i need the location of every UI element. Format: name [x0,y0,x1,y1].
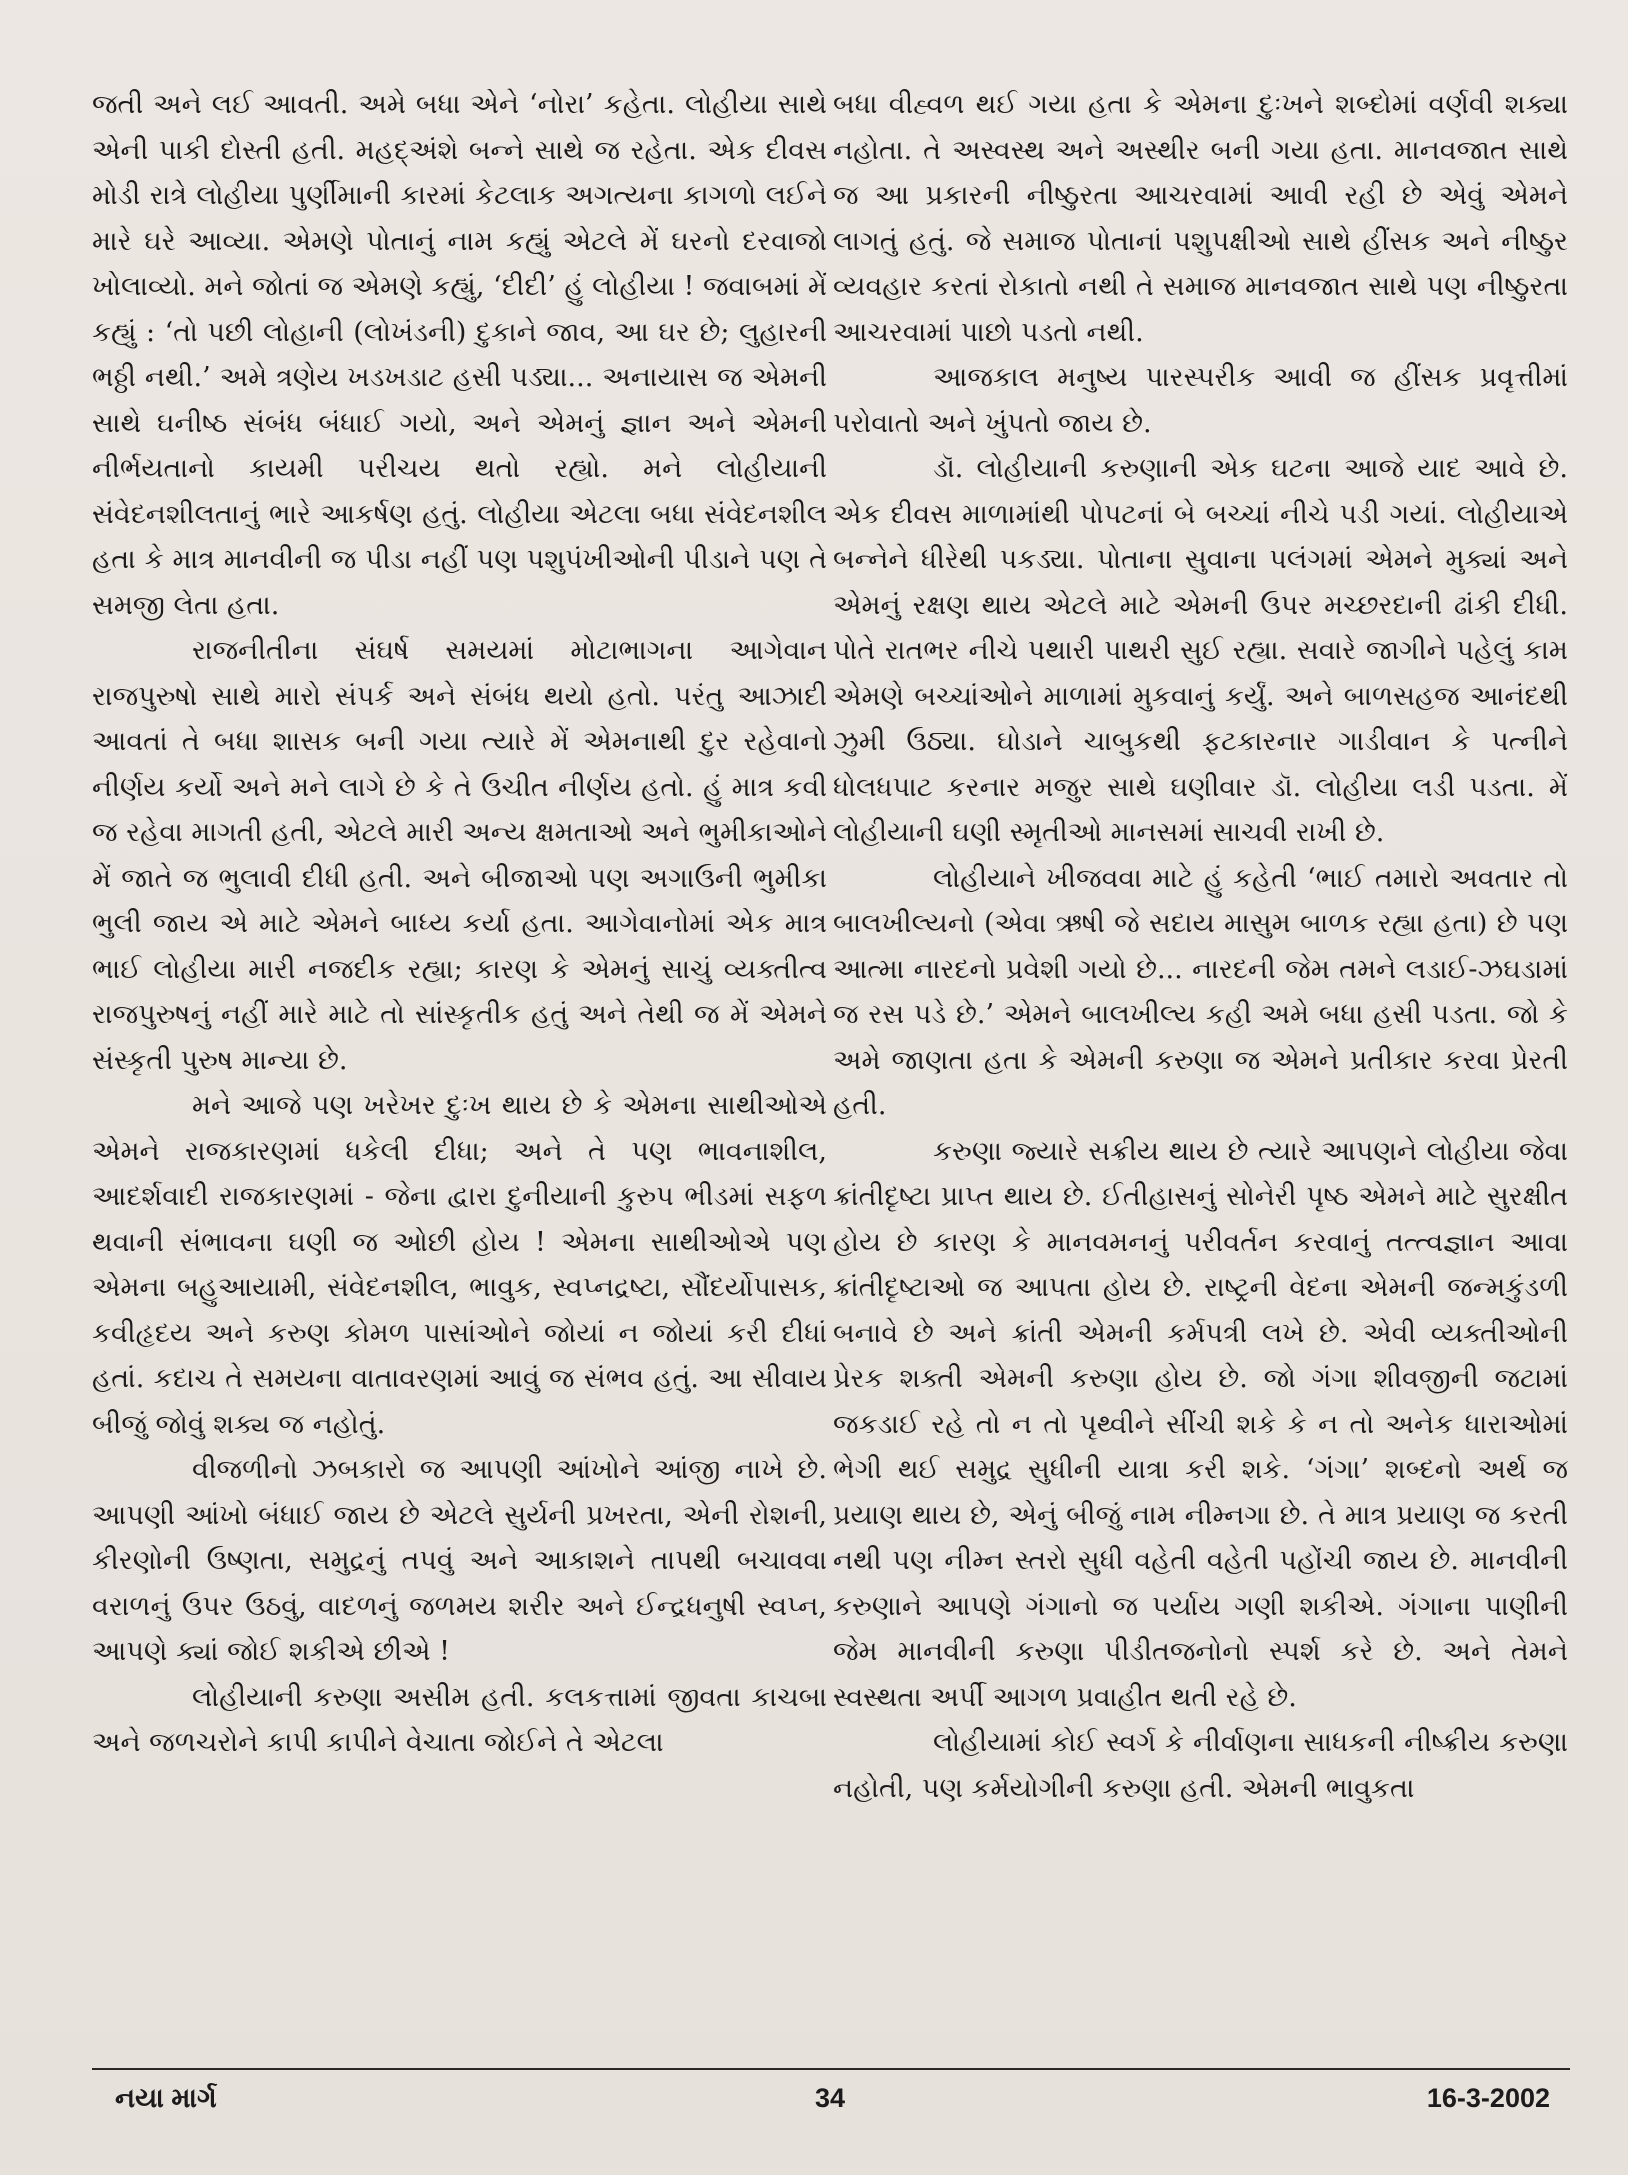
issue-date: 16-3-2002 [1426,2083,1550,2113]
paragraph: લોહીયાની કરુણા અસીમ હતી. કલકત્તામાં જીવતા કાચબા અને જળચરોને કાપી કાપીને વેચાતા જોઈને તે એટલા [92,1681,827,1758]
paragraph: બધા વીહ્વળ થઈ ગયા હતા કે એમના દુઃખને શબ્દોમાં વર્ણવી શક્યા નહોતા. તે અસ્વસ્થ અને અસ્થીર બની ગયા હતા. માનવજાત સાથે જ આ પ્રકારની નીષ્ઠુરતા આચરવામાં આવી રહી છે એવું એમને લાગતું હતું. જે સમાજ પોતાનાં પશુપક્ષીઓ સાથે હીંસક અને નીષ્ઠુર વ્યવહાર કરતાં રોકાતો નથી તે સમાજ માનવજાત સાથે પણ નીષ્ઠુરતા આચરવામાં પાછો પડતો નથી. [833,89,1568,348]
article-right-column [833,82,1568,1811]
paragraph: ડૉ. લોહીયાની કરુણાની એક ઘટના આજે યાદ આવે છે. એક દીવસ માળામાંથી પોપટનાં બે બચ્ચાં નીચે પડી ગયાં. લોહીયાએ બન્નેને ધીરેથી પકડ્યા. પોતાના સુવાના પલંગમાં એમને મુક્યાં અને એમનું રક્ષણ થાય એટલે માટે એમની ઉપર મચ્છરદાની ઢાંકી દીધી. પોતે રાતભર નીચે પથારી પાથરી સુઈ રહ્યા. સવારે જાગીને પહેલું કામ એમણે બચ્ચાંઓને માળામાં મુકવાનું કર્યું. અને બાળસહજ આનંદથી ઝુમી ઉઠ્યા. ઘોડાને ચાબુકથી ફટકારનાર ગાડીવાન કે પત્નીને ધોલધપાટ કરનાર મજુર સાથે ઘણીવાર ડૉ. લોહીયા લડી પડતા. મેં લોહીયાની ઘણી સ્મૃતીઓ માનસમાં સાચવી રાખી છે. [833,453,1568,848]
paragraph: લોહીયાને ખીજવવા માટે હું કહેતી ‘ભાઈ તમારો અવતાર તો બાલખીલ્યનો (એવા ઋષી જે સદાય માસુમ બાળક રહ્યા હતા) છે પણ આત્મા નારદનો પ્રવેશી ગયો છે... નારદની જેમ તમને લડાઈ-ઝઘડામાં જ રસ પડે છે.’ એમને બાલખીલ્ય કહી અમે બધા હસી પડતા. જો કે અમે જાણતા હતા કે એમની કરુણા જ એમને પ્રતીકાર કરવા પ્રેરતી હતી. [833,862,1568,1121]
paragraph: વીજળીનો ઝબકારો જ આપણી આંખોને આંજી નાખે છે. આપણી આંખો બંધાઈ જાય છે એટલે સુર્યની પ્રખરતા, એની રોશની, કીરણોની ઉષ્ણતા, સમુદ્રનું તપવું અને આકાશને તાપથી બચાવવા વરાળનું ઉપર ઉઠવું, વાદળનું જળમય શરીર અને ઈન્દ્રધનુષી સ્વપ્ન, આપણે ક્યાં જોઈ શકીએ છીએ ! [92,1454,827,1667]
paragraph: આજકાલ મનુષ્ય પારસ્પરીક આવી જ હીંસક પ્રવૃત્તીમાં પરોવાતો અને ખુંપતો જાય છે. [833,362,1568,439]
footer-divider [92,2068,1570,2070]
paragraph: રાજનીતીના સંઘર્ષ સમયમાં મોટાભાગના આગેવાન રાજપુરુષો સાથે મારો સંપર્ક અને સંબંધ થયો હતો. પરંતુ આઝાદી આવતાં તે બધા શાસક બની ગયા ત્યારે મેં એમનાથી દુર રહેવાનો નીર્ણય કર્યો અને મને લાગે છે કે તે ઉચીત નીર્ણય હતો. હું માત્ર કવી જ રહેવા માગતી હતી, એટલે મારી અન્ય ક્ષમતાઓ અને ભુમીકાઓને મેં જાતે જ ભુલાવી દીધી હતી. અને બીજાઓ પણ અગાઉની ભુમીકા ભુલી જાય એ માટે એમને બાધ્ય કર્યા હતા. આગેવાનોમાં એક માત્ર ભાઈ લોહીયા મારી નજદીક રહ્યા; કારણ કે એમનું સાચું વ્યક્તીત્વ રાજપુરુષનું નહીં મારે માટે તો સાંસ્કૃતીક હતું અને તેથી જ મેં એમને સંસ્કૃતી પુરુષ માન્યા છે. [92,635,827,1076]
article-left-column [92,82,827,1766]
publication-name: નયા માર્ગ [115,2083,217,2113]
paragraph: જતી અને લઈ આવતી. અમે બધા એને ‘નોરા’ કહેતા. લોહીયા સાથે એની પાકી દોસ્તી હતી. મહદ્અંશે બન્ને સાથે જ રહેતા. એક દીવસ મોડી રાત્રે લોહીયા પુર્ણીમાની કારમાં કેટલાક અગત્યના કાગળો લઈને મારે ઘરે આવ્યા. એમણે પોતાનું નામ કહ્યું એટલે મેં ઘરનો દરવાજો ખોલાવ્યો. મને જોતાં જ એમણે કહ્યું, ‘દીદી’ હું લોહીયા ! જવાબમાં મેં કહ્યું : ‘તો પછી લોહાની (લોખંડની) દુકાને જાવ, આ ઘર છે; લુહારની ભઠ્ઠી નથી.’ અમે ત્રણેય ખડખડાટ હસી પડ્યા... અનાયાસ જ એમની સાથે ઘનીષ્ઠ સંબંધ બંધાઈ ગયો, અને એમનું જ્ઞાન અને એમની નીર્ભયતાનો કાયમી પરીચય થતો રહ્યો. મને લોહીયાની સંવેદનશીલતાનું ભારે આકર્ષણ હતું. લોહીયા એટલા બધા સંવેદનશીલ હતા કે માત્ર માનવીની જ પીડા નહીં પણ પશુપંખીઓની પીડાને પણ તે સમજી લેતા હતા. [92,89,827,621]
paragraph: કરુણા જ્યારે સક્રીય થાય છે ત્યારે આપણને લોહીયા જેવા ક્રાંતીદૃષ્ટા પ્રાપ્ત થાય છે. ઈતીહાસનું સોનેરી પૃષ્ઠ એમને માટે સુરક્ષીત હોય છે કારણ કે માનવમનનું પરીવર્તન કરવાનું તત્ત્વજ્ઞાન આવા ક્રાંતીદૃષ્ટાઓ જ આપતા હોય છે. રાષ્ટ્રની વેદના એમની જન્મકુંડળી બનાવે છે અને ક્રાંતી એમની કર્મપત્રી લખે છે. એવી વ્યક્તીઓની પ્રેરક શક્તી એમની કરુણા હોય છે. જો ગંગા શીવજીની જટામાં જકડાઈ રહે તો ન તો પૃથ્વીને સીંચી શકે કે ન તો અનેક ધારાઓમાં ભેગી થઈ સમુદ્ર સુધીની યાત્રા કરી શકે. ‘ગંગા’ શબ્દનો અર્થ જ પ્રયાણ થાય છે, એનું બીજું નામ નીમ્નગા છે. તે માત્ર પ્રયાણ જ કરતી નથી પણ નીમ્ન સ્તરો સુધી વહેતી વહેતી પહોંચી જાય છે. માનવીની કરુણાને આપણે ગંગાનો જ પર્યાય ગણી શકીએ. ગંગાના પાણીની જેમ માનવીની કરુણા પીડીતજનોનો સ્પર્શ કરે છે. અને તેમને સ્વસ્થતા અર્પી આગળ પ્રવાહીત થતી રહે છે. [833,1135,1568,1713]
paragraph: મને આજે પણ ખરેખર દુઃખ થાય છે કે એમના સાથીઓએ એમને રાજકારણમાં ધકેલી દીધા; અને તે પણ ભાવનાશીલ, આદર્શવાદી રાજકારણમાં - જેના દ્વારા દુનીયાની કુરુપ ભીડમાં સફળ થવાની સંભાવના ઘણી જ ઓછી હોય ! એમના સાથીઓએ પણ એમના બહુઆયામી, સંવેદનશીલ, ભાવુક, સ્વપ્નદ્રષ્ટા, સૌંદર્યોપાસક, કવીહૃદય અને કરુણ કોમળ પાસાંઓને જોયાં ન જોયાં કરી દીધાં હતાં. કદાચ તે સમયના વાતાવરણમાં આવું જ સંભવ હતું. આ સીવાય બીજું જોવું શક્ય જ નહોતું. [92,1090,827,1440]
paragraph: લોહીયામાં કોઈ સ્વર્ગ કે નીર્વાણના સાધકની નીષ્ક્રીય કરુણા નહોતી, પણ કર્મયોગીની કરુણા હતી. એમની ભાવુકતા [833,1727,1568,1804]
page-number: 34 [814,2083,846,2113]
